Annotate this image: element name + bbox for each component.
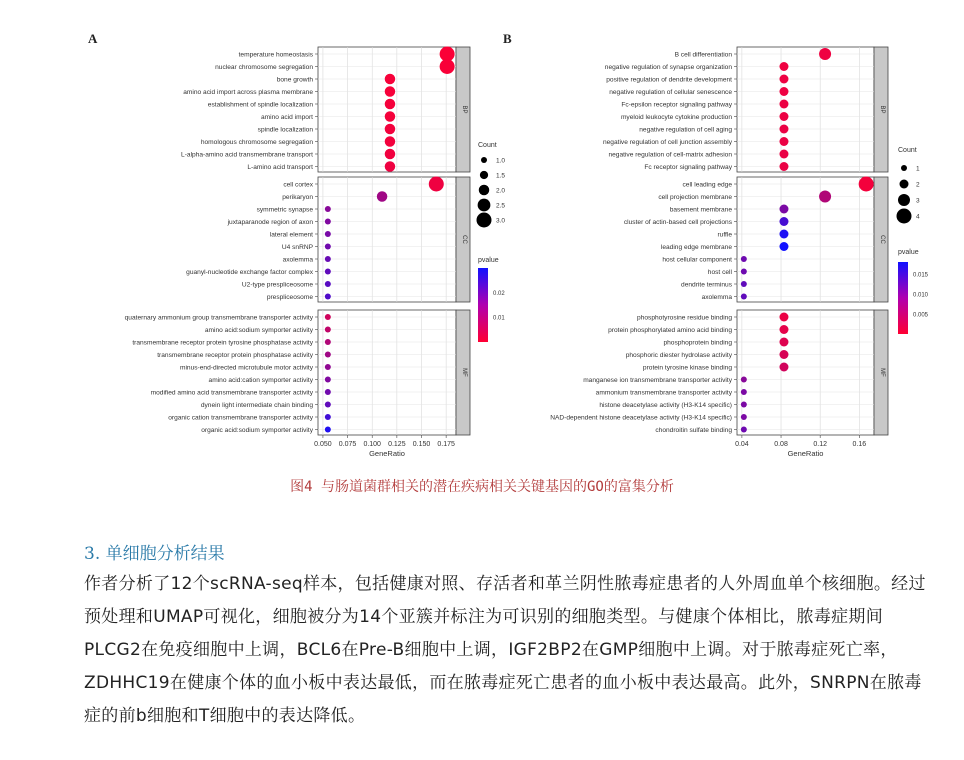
term-label: spindle localization <box>257 126 313 134</box>
facet-strip-label: CC <box>461 235 467 244</box>
term-dot <box>741 294 747 300</box>
results-paragraph <box>84 568 934 733</box>
term-label: negative regulation of cell junction assembly <box>602 138 732 146</box>
x-tick-label: 0.12 <box>813 441 827 448</box>
term-label: amino acid:sodium symporter activity <box>204 326 313 334</box>
term-dot <box>741 281 747 287</box>
term-dot <box>325 206 331 212</box>
term-dot <box>741 427 747 433</box>
term-label: dynein light intermediate chain binding <box>200 401 313 409</box>
term-dot <box>779 242 788 251</box>
term-dot <box>325 389 331 395</box>
term-dot <box>779 350 788 359</box>
term-dot <box>385 136 396 147</box>
term-dot <box>779 217 788 226</box>
term-label: juxtaparanode region of axon <box>227 218 313 226</box>
term-label: host cell <box>707 268 732 276</box>
term-label: amino acid import <box>260 113 313 121</box>
panel-a <box>88 31 505 458</box>
term-dot <box>325 294 331 300</box>
term-dot <box>325 281 331 287</box>
term-label: temperature homeostasis <box>238 51 313 59</box>
facet-panel <box>737 310 874 435</box>
pvalue-legend-title: pvalue <box>478 257 499 264</box>
facet-strip-label: MF <box>461 368 467 377</box>
pvalue-legend <box>898 249 929 334</box>
term-dot <box>325 377 331 383</box>
x-tick-label: 0.050 <box>314 441 332 448</box>
term-label: symmetric synapse <box>256 206 313 214</box>
panel-label: A <box>88 31 98 46</box>
count-legend-label: 2.0 <box>496 187 506 195</box>
figure-caption: 图4 与肠道菌群相关的潜在疾病相关关键基因的GO的富集分析 <box>290 479 674 495</box>
term-dot <box>325 269 331 275</box>
term-dot <box>779 125 788 134</box>
facet-bp <box>603 47 888 172</box>
count-legend-dot <box>478 199 491 212</box>
term-dot <box>385 86 396 97</box>
pvalue-tick-label: 0.015 <box>913 272 929 279</box>
term-label: L-amino acid transport <box>247 163 313 171</box>
x-tick-label: 0.175 <box>437 441 455 448</box>
panel-b <box>503 31 929 458</box>
term-label: host cellular component <box>662 256 732 264</box>
term-dot <box>779 112 788 121</box>
facet-mf <box>125 310 470 435</box>
x-tick-label: 0.075 <box>338 441 357 448</box>
term-label: manganese ion transmembrane transporter activity <box>583 376 732 384</box>
facet-panel <box>318 310 456 435</box>
term-label: negative regulation of cell-matrix adhesion <box>608 151 732 159</box>
count-legend-label: 2.5 <box>496 202 506 210</box>
term-label: establishment of spindle localization <box>207 101 313 109</box>
count-legend-label: 1 <box>916 165 920 173</box>
term-label: transmembrane receptor protein phosphatase activity <box>157 351 313 359</box>
term-dot <box>440 59 455 74</box>
term-dot <box>779 338 788 347</box>
x-tick-label: 0.150 <box>412 441 431 448</box>
term-dot <box>741 414 747 420</box>
facet-mf <box>550 310 888 435</box>
count-legend <box>477 142 506 228</box>
x-tick-label: 0.16 <box>852 441 867 448</box>
facet-strip-label: MF <box>879 368 885 377</box>
term-label: ruffle <box>717 231 732 239</box>
count-legend-label: 2 <box>916 181 920 189</box>
panel-label: B <box>503 31 512 46</box>
term-label: cluster of actin-based cell projections <box>623 218 732 226</box>
term-dot <box>325 219 331 225</box>
x-tick-label: 0.04 <box>735 441 749 448</box>
term-dot <box>385 149 396 160</box>
x-tick-label: 0.08 <box>774 441 788 448</box>
term-label: positive regulation of dendrite development <box>606 76 732 84</box>
count-legend <box>897 147 921 224</box>
term-dot <box>779 75 788 84</box>
term-label: U2-type prespliceosome <box>241 281 313 289</box>
x-tick-label: 0.100 <box>363 441 381 448</box>
term-label: cell projection membrane <box>658 193 732 201</box>
term-dot <box>385 111 396 122</box>
count-legend-dot <box>897 209 912 224</box>
term-label: modified amino acid transmembrane transporter activity <box>150 389 313 397</box>
term-dot <box>779 150 788 159</box>
facet-strip-label: CC <box>879 235 885 244</box>
count-legend-dot <box>480 171 488 179</box>
term-label: ammonium transmembrane transporter activity <box>595 389 732 397</box>
pvalue-tick-label: 0.010 <box>913 292 929 299</box>
term-label: B cell differentiation <box>674 51 732 59</box>
term-dot <box>779 100 788 109</box>
facet-strip-label: BP <box>461 105 467 114</box>
pvalue-legend <box>478 257 505 342</box>
term-dot <box>385 99 396 110</box>
pvalue-tick-label: 0.02 <box>493 290 505 297</box>
term-dot <box>779 205 788 214</box>
facet-strip-label: BP <box>879 105 885 114</box>
term-label: guanyl-nucleotide exchange factor complex <box>186 268 313 276</box>
term-dot <box>779 137 788 146</box>
term-label: cell cortex <box>283 181 313 189</box>
term-dot <box>779 325 788 334</box>
term-label: Fc-epsilon receptor signaling pathway <box>621 101 732 109</box>
term-label: protein phosphorylated amino acid binding <box>608 326 732 334</box>
term-dot <box>325 339 331 345</box>
term-label: quaternary ammonium group transmembrane transporter activity <box>124 314 313 322</box>
term-dot <box>779 87 788 96</box>
term-dot <box>325 314 331 320</box>
term-label: phosphoric diester hydrolase activity <box>625 351 732 359</box>
term-label: transmembrane receptor protein tyrosine phosphatase activity <box>132 339 313 347</box>
term-label: bone growth <box>276 76 313 84</box>
term-dot <box>325 402 331 408</box>
term-label: basement membrane <box>669 206 732 214</box>
term-label: protein tyrosine kinase binding <box>642 364 732 372</box>
term-label: L-alpha-amino acid transmembrane transport <box>181 151 313 159</box>
term-label: prespliceosome <box>266 293 313 301</box>
term-dot <box>741 256 747 262</box>
count-legend-label: 3.0 <box>496 217 506 225</box>
term-label: Fc receptor signaling pathway <box>644 163 732 171</box>
term-dot <box>779 313 788 322</box>
count-legend-label: 1.0 <box>496 157 506 165</box>
section-number: 3. <box>84 544 101 564</box>
count-legend-dot <box>481 157 487 163</box>
term-label: cell leading edge <box>682 181 732 189</box>
paragraph-text: 作者分析了12个scRNA-seq样本，包括健康对照、存活者和革兰阴性脓毒症患者的人外周血单个核细胞。经过预处理和UMAP可视化，细胞被分为14个亚簇并标注为可识别的细胞类型。与健康个体相比，脓毒症期间PLCG2在免疫细胞中上调，BCL6在Pre-B细胞中上调，IGF2BP2在GMP细胞中上调。对于脓毒症死亡率，ZDHHC19在健康个体的血小板中表达最低，而在脓毒症死亡患者的血小板中表达最高。此外，SNRPN在脓毒症的前b细胞和T细胞中的表达降低。 <box>84 574 926 726</box>
term-dot <box>325 427 331 433</box>
facet-bp <box>181 47 470 173</box>
term-dot <box>779 162 788 171</box>
count-legend-dot <box>901 165 907 171</box>
term-dot <box>325 414 331 420</box>
term-label: perikaryon <box>282 193 313 201</box>
term-label: organic acid:sodium symporter activity <box>201 426 313 434</box>
term-label: axolemma <box>282 256 313 264</box>
term-dot <box>741 402 747 408</box>
term-dot <box>325 256 331 262</box>
pvalue-legend-title: pvalue <box>898 249 919 256</box>
term-label: chondroitin sulfate binding <box>655 426 732 434</box>
term-label: phosphoprotein binding <box>663 339 732 347</box>
term-dot <box>385 124 396 135</box>
term-dot <box>819 48 831 60</box>
term-dot <box>385 74 396 85</box>
count-legend-dot <box>898 194 910 206</box>
count-legend-label: 4 <box>916 213 920 221</box>
term-label: histone deacetylase activity (H3-K14 specific) <box>599 401 732 409</box>
facet-cc <box>186 177 470 303</box>
term-dot <box>325 231 331 237</box>
term-label: organic cation transmembrane transporter activity <box>168 414 313 422</box>
term-dot <box>779 230 788 239</box>
term-dot <box>429 177 444 192</box>
facet-panel <box>737 177 874 302</box>
count-legend-label: 3 <box>916 197 920 205</box>
term-dot <box>741 269 747 275</box>
count-legend-title: Count <box>898 147 917 154</box>
x-axis-label: GeneRatio <box>787 449 824 458</box>
term-label: minus-end-directed microtubule motor activity <box>179 364 313 372</box>
pvalue-tick-label: 0.005 <box>913 312 929 319</box>
term-label: phosphotyrosine residue binding <box>637 314 732 322</box>
term-dot <box>819 191 831 203</box>
term-dot <box>741 377 747 383</box>
term-label: negative regulation of cellular senescence <box>609 88 732 96</box>
section-title: 单细胞分析结果 <box>105 544 225 564</box>
count-legend-dot <box>900 180 909 189</box>
term-label: amino acid:cation symporter activity <box>208 376 313 384</box>
term-dot <box>377 191 388 202</box>
pvalue-tick-label: 0.01 <box>493 315 505 322</box>
term-dot <box>325 244 331 250</box>
term-dot <box>325 352 331 358</box>
term-label: lateral element <box>269 231 313 239</box>
term-label: leading edge membrane <box>660 243 732 251</box>
term-label: homologous chromosome segregation <box>200 138 313 146</box>
term-label: negative regulation of cell aging <box>639 126 732 134</box>
term-dot <box>385 161 396 172</box>
term-label: negative regulation of synapse organization <box>604 63 732 71</box>
term-dot <box>325 327 331 333</box>
facet-panel <box>737 47 874 172</box>
term-label: U4 snRNP <box>281 243 313 251</box>
term-label: amino acid import across plasma membrane <box>183 88 313 96</box>
term-dot <box>325 364 331 370</box>
count-legend-dot <box>479 185 490 196</box>
facet-cc <box>624 177 888 303</box>
count-legend-dot <box>477 213 492 228</box>
term-label: axolemma <box>701 293 732 301</box>
term-label: myeloid leukocyte cytokine production <box>620 113 732 121</box>
term-label: dendrite terminus <box>681 281 732 289</box>
section-heading <box>84 539 225 564</box>
term-label: NAD-dependent histone deacetylase activity (H3-K14 specific) <box>550 414 732 422</box>
pvalue-colorbar <box>478 268 488 342</box>
x-tick-label: 0.125 <box>388 441 406 448</box>
term-dot <box>741 389 747 395</box>
count-legend-label: 1.5 <box>496 172 506 180</box>
x-axis-label: GeneRatio <box>369 449 405 458</box>
term-label: nuclear chromosome segregation <box>215 63 313 71</box>
term-dot <box>779 363 788 372</box>
term-dot <box>859 177 874 192</box>
term-dot <box>779 62 788 71</box>
pvalue-colorbar <box>898 262 908 334</box>
count-legend-title: Count <box>478 142 497 149</box>
